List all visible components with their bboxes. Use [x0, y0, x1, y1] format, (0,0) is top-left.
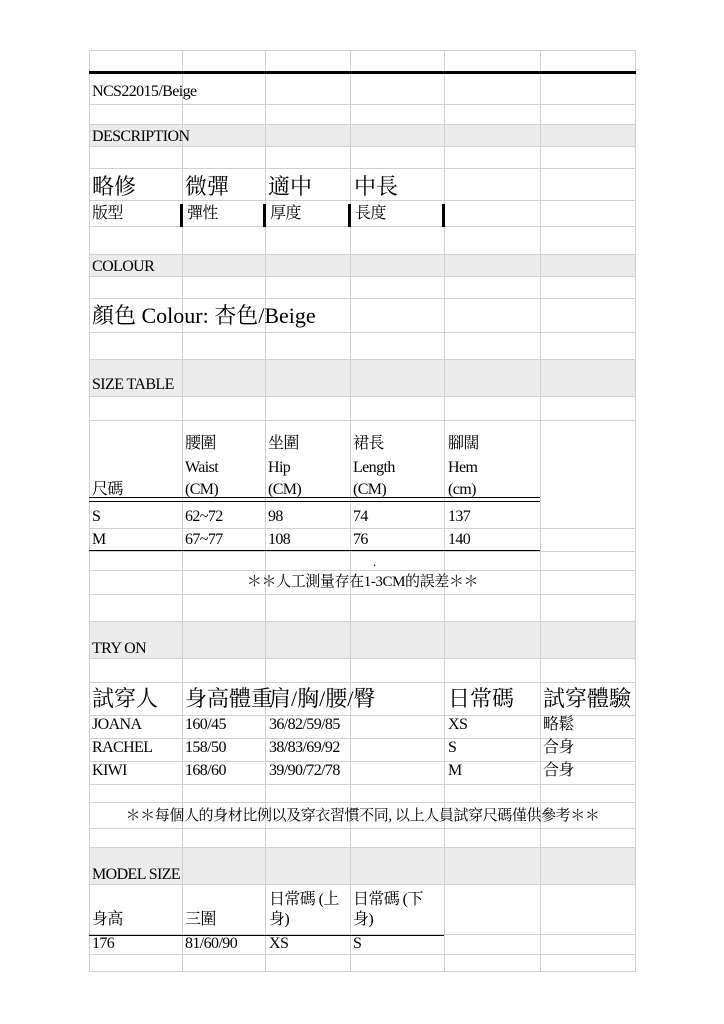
try-on-row-2-size: S: [448, 739, 457, 756]
try-on-row-2-hw: 158/50: [185, 739, 226, 756]
description-heading: DESCRIPTION: [92, 128, 190, 145]
grid-row-line: [89, 168, 636, 169]
grid-row-line: [89, 359, 636, 360]
try-on-row-1-exp: 略鬆: [543, 716, 574, 733]
colour-line: 顏色 Colour: 杏色/Beige: [92, 303, 316, 328]
size-col-unit-hip: (CM): [268, 481, 302, 498]
try-on-heading: TRY ON: [92, 640, 147, 657]
grid-row-line: [89, 104, 636, 105]
grid-row-line: [89, 551, 636, 552]
grid-row-line: [89, 332, 636, 333]
try-on-row-3-hw: 168/60: [185, 762, 226, 779]
grid-row-line: [89, 276, 636, 277]
try-on-header-height-weight: 身高體重: [185, 686, 274, 711]
grid-col-line: [444, 50, 445, 972]
grid-row-line: [89, 658, 636, 659]
model-header-size-bottom-line2: 身): [353, 911, 374, 928]
attribute-value-thickness: 適中: [268, 174, 313, 199]
grid-col-line: [182, 50, 183, 972]
model-value-height: 176: [92, 935, 115, 952]
size-row-m-length: 76: [353, 531, 368, 548]
size-col-zh-hip: 坐圍: [268, 435, 299, 452]
size-row-m-waist: 67~77: [185, 531, 223, 548]
size-row-m-hem: 140: [448, 531, 471, 548]
grid-row-line: [89, 971, 636, 972]
try-on-header-name: 試穿人: [92, 686, 159, 711]
model-value-size-bottom: S: [353, 935, 362, 952]
attribute-value-fit: 略修: [92, 174, 137, 199]
size-col-unit-hem: (cm): [448, 481, 476, 498]
attribute-divider: [180, 204, 183, 227]
try-on-band: [89, 621, 636, 658]
try-on-row-3-meas: 39/90/72/78: [269, 762, 340, 779]
try-on-row-1-meas: 36/82/59/85: [269, 716, 340, 733]
grid-row-line: [89, 420, 636, 421]
size-measure-note: ＊＊人工測量存在1-3CM的誤差＊＊: [246, 574, 479, 590]
model-value-measurements: 81/60/90: [185, 935, 238, 952]
attribute-divider: [348, 204, 351, 227]
size-col-en-length: Length: [353, 459, 395, 476]
attribute-divider: [263, 204, 266, 227]
size-col-en-hem: Hem: [448, 459, 478, 476]
grid-row-line: [89, 802, 636, 803]
try-on-note: ＊＊每個人的身材比例以及穿衣習慣不同, 以上人員試穿尺碼僅供參考＊＊: [125, 808, 600, 824]
grid-row-line: [89, 226, 636, 227]
size-row-s-length: 74: [353, 508, 368, 525]
grid-row-line: [89, 528, 636, 529]
grid-col-line: [265, 50, 266, 972]
try-on-row-1-name: JOANA: [92, 716, 142, 733]
grid-col-line: [540, 50, 541, 972]
model-header-measurements: 三圍: [185, 911, 216, 928]
size-col-unit-length: (CM): [353, 481, 387, 498]
grid-row-line: [89, 884, 636, 885]
grid-col-line: [89, 50, 90, 972]
size-col-en-hip: Hip: [268, 459, 291, 476]
size-rows-bottom-border: [89, 550, 540, 551]
size-row-s-waist: 62~72: [185, 508, 223, 525]
model-header-height: 身高: [92, 911, 123, 928]
size-row-s-size: S: [92, 508, 101, 525]
size-col-en-waist: Waist: [185, 459, 219, 476]
try-on-row-2-meas: 38/83/69/92: [269, 739, 340, 756]
attribute-divider: [442, 204, 445, 227]
try-on-row-2-name: RACHEL: [92, 739, 153, 756]
size-row-m-hip: 108: [268, 531, 291, 548]
grid-row-line: [89, 146, 636, 147]
grid-row-line: [89, 200, 636, 201]
size-row-m-size: M: [92, 531, 106, 548]
size-spec-sheet: [89, 50, 636, 972]
attribute-label-stretch: 彈性: [187, 205, 218, 222]
product-code: NCS22015/Beige: [92, 83, 197, 100]
try-on-row-3-size: M: [448, 762, 462, 779]
grid-row-line: [89, 682, 636, 683]
attribute-label-thickness: 厚度: [270, 205, 301, 222]
try-on-header-usual-size: 日常碼: [448, 686, 515, 711]
attribute-label-length: 長度: [355, 205, 386, 222]
grid-row-line: [89, 621, 636, 622]
grid-row-line: [89, 50, 636, 51]
grid-row-line: [89, 847, 636, 848]
model-header-border: [89, 935, 444, 936]
try-on-header-experience: 試穿體驗: [543, 686, 632, 711]
try-on-header-measurements: 肩/胸/腰/臀: [269, 686, 376, 711]
dot-mark: .: [373, 554, 377, 569]
try-on-row-2-exp: 合身: [543, 739, 574, 756]
size-row-s-hem: 137: [448, 508, 471, 525]
size-label: 尺碼: [92, 481, 123, 498]
size-col-zh-waist: 腰圍: [185, 435, 216, 452]
attribute-label-fit: 版型: [92, 205, 123, 222]
model-header-size-top-line2: 身): [269, 911, 290, 928]
grid-row-line: [89, 396, 636, 397]
grid-col-line: [350, 50, 351, 972]
grid-col-line: [635, 50, 636, 972]
model-value-size-top: XS: [269, 935, 289, 952]
size-col-zh-hem: 腳闊: [448, 435, 479, 452]
size-table-heading: SIZE TABLE: [92, 376, 174, 393]
size-col-zh-length: 裙長: [353, 435, 384, 452]
attribute-value-stretch: 微彈: [185, 174, 230, 199]
attribute-value-length: 中長: [354, 174, 399, 199]
grid-row-line: [89, 954, 636, 955]
header-top-border: [89, 71, 636, 74]
try-on-row-1-hw: 160/45: [185, 716, 226, 733]
grid-row-line: [89, 828, 636, 829]
colour-heading: COLOUR: [92, 258, 155, 275]
try-on-row-3-name: KIWI: [92, 762, 127, 779]
grid-row-line: [89, 254, 636, 255]
grid-row-line: [89, 124, 636, 125]
model-header-size-bottom-line1: 日常碼 (下: [353, 891, 423, 908]
grid-row-line: [89, 784, 636, 785]
model-size-heading: MODEL SIZE: [92, 866, 181, 883]
try-on-row-3-exp: 合身: [543, 762, 574, 779]
size-row-s-hip: 98: [268, 508, 283, 525]
colour-band: [89, 254, 636, 276]
try-on-row-1-size: XS: [448, 716, 468, 733]
model-header-size-top-line1: 日常碼 (上: [269, 891, 339, 908]
grid-row-line: [89, 298, 636, 299]
grid-row-line: [89, 594, 636, 595]
grid-row-line: [89, 570, 636, 571]
size-col-unit-waist: (CM): [185, 481, 219, 498]
